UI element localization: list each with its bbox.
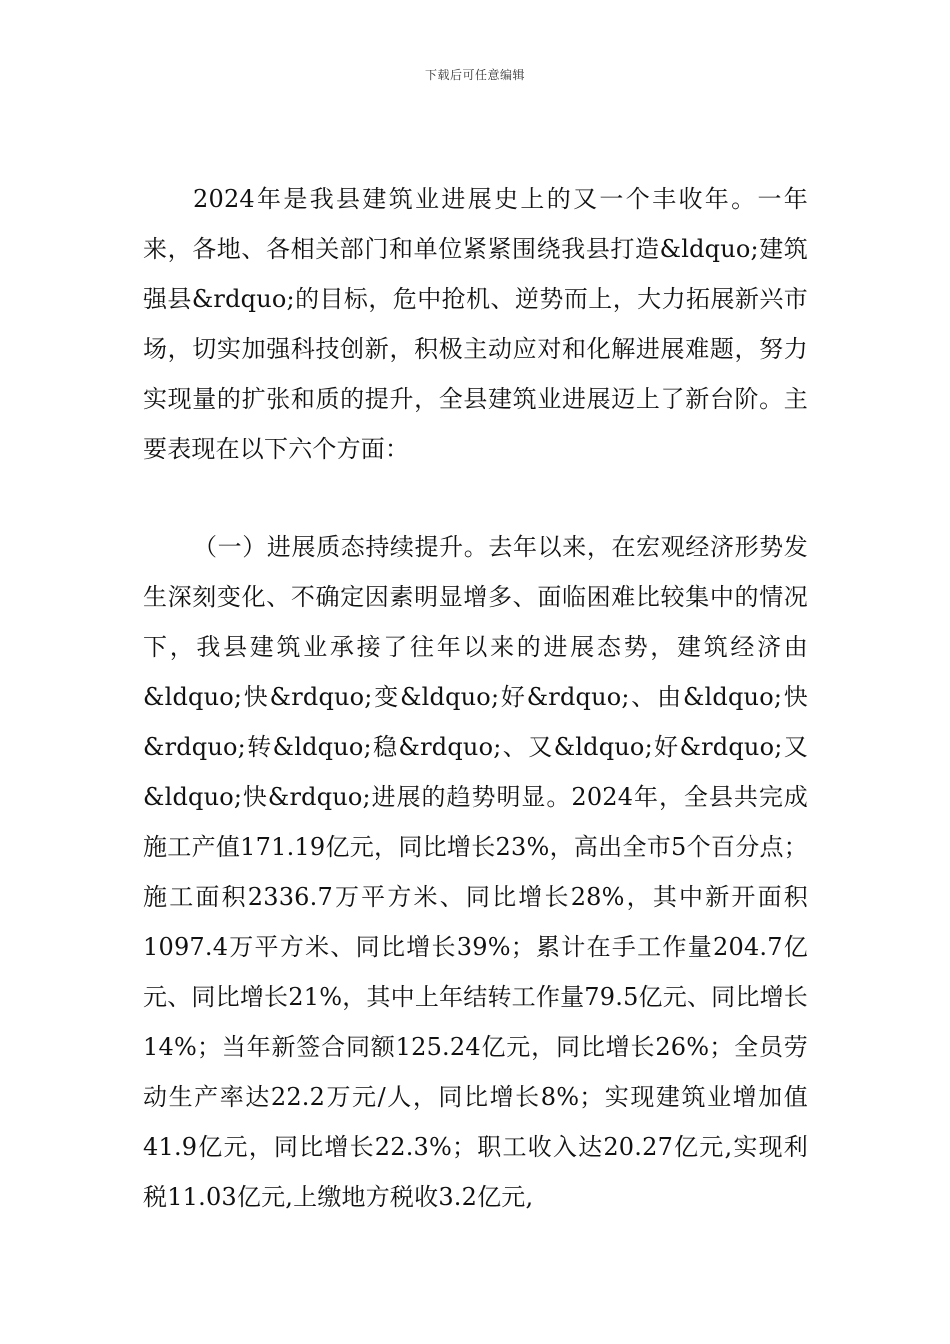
body-paragraph-section-1: （一）进展质态持续提升。去年以来，在宏观经济形势发生深刻变化、不确定因素明显增多、面临困难比较集中的情况下，我县建筑业承接了往年以来的进展态势，建筑经济由&ldquo;快&rdquo;变&ldquo;好&rdquo;、由&ldquo;快&rdquo;转&ldquo;稳&rdquo;、又&ldquo;好&rdquo;又&ldquo;快&rdquo;进展的趋势明显。2024年，全县共完成施工产值171.19亿元，同比增长23%，高出全市5个百分点；施工面积2336.7万平方米、同比增长28%，其中新开面积1097.4万平方米、同比增长39%；累计在手工作量204.7亿元、同比增长21%，其中上年结转工作量79.5亿元、同比增长14%；当年新签合同额125.24亿元，同比增长26%；全员劳动生产率达22.2万元/人，同比增长8%；实现建筑业增加值41.9亿元，同比增长22.3%；职工收入达20.27亿元,实现利税11.03亿元,上缴地方税收3.2亿元, <box>143 533 808 1211</box>
body-paragraph-intro: 2024年是我县建筑业进展史上的又一个丰收年。一年来，各地、各相关部门和单位紧紧围绕我县打造&ldquo;建筑强县&rdquo;的目标，危中抢机、逆势而上，大力拓展新兴市场，切实加强科技创新，积极主动应对和化解进展难题，努力实现量的扩张和质的提升，全县建筑业进展迈上了新台阶。主要表现在以下六个方面： <box>143 185 808 463</box>
page-header-note: 下载后可任意编辑 <box>424 68 525 82</box>
